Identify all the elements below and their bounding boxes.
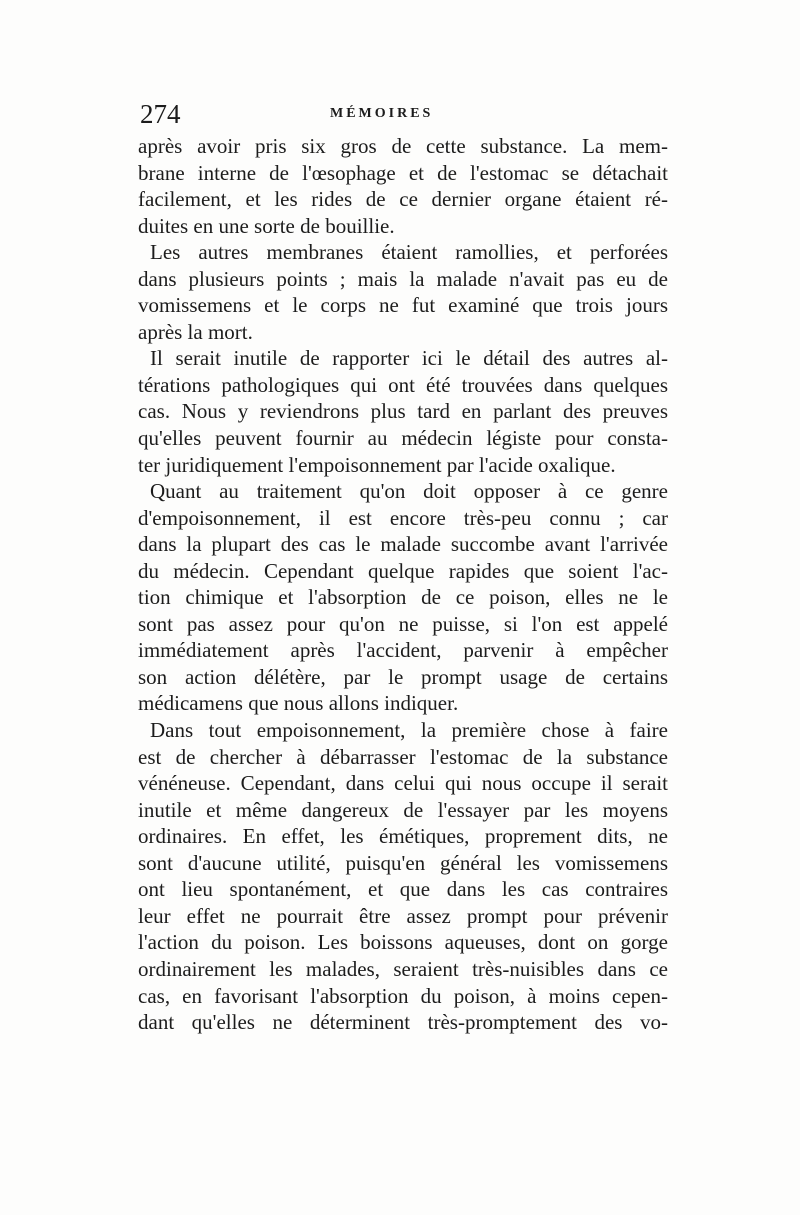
text-line: leur effet ne pourrait être assez prompt pour prévenir <box>138 903 668 928</box>
paragraph-start-line: Quant au traitement qu'on doit opposer à ce genre <box>150 479 668 504</box>
text-line: inutile et même dangereux de l'essayer par les moyens <box>138 797 668 822</box>
paragraph-start-line: Il serait inutile de rapporter ici le détail des autres al- <box>150 346 668 371</box>
text-line: ordinaires. En effet, les émétiques, proprement dits, ne <box>138 824 668 849</box>
body-text <box>138 133 668 1036</box>
text-line: facilement, et les rides de ce dernier organe étaient ré- <box>138 187 668 212</box>
text-line: du médecin. Cependant quelque rapides que soient l'ac- <box>138 558 668 583</box>
text-line: sont d'aucune utilité, puisqu'en général les vomissemens <box>138 850 668 875</box>
text-line: sont pas assez pour qu'on ne puisse, si l'on est appelé <box>138 611 668 636</box>
text-line: cas, en favorisant l'absorption du poison, à moins cepen- <box>138 983 668 1008</box>
paragraph-start-line: Les autres membranes étaient ramollies, et perforées <box>150 240 668 265</box>
text-line: dans plusieurs points ; mais la malade n'avait pas eu de <box>138 266 668 291</box>
text-line: brane interne de l'œsophage et de l'estomac se détachait <box>138 160 668 185</box>
text-line: ter juridiquement l'empoisonnement par l'acide oxalique. <box>138 452 616 477</box>
page-number: 274 <box>140 99 181 129</box>
text-line: après avoir pris six gros de cette substance. La mem- <box>138 134 668 158</box>
text-line: ordinairement les malades, seraient très-nuisibles dans ce <box>138 956 668 981</box>
text-line: dans la plupart des cas le malade succombe avant l'arrivée <box>138 532 668 557</box>
text-line: l'action du poison. Les boissons aqueuses, dont on gorge <box>138 930 668 955</box>
text-line: vénéneuse. Cependant, dans celui qui nous occupe il serait <box>138 771 668 796</box>
running-title: MÉMOIRES <box>330 106 434 121</box>
paragraph-start-line: Dans tout empoisonnement, la première chose à faire <box>150 718 668 743</box>
text-line: immédiatement après l'accident, parvenir à empêcher <box>138 638 668 663</box>
text-line: son action délétère, par le prompt usage de certains <box>138 664 668 689</box>
text-line: d'empoisonnement, il est encore très-peu connu ; car <box>138 505 668 530</box>
text-line: vomissemens et le corps ne fut examiné que trois jours <box>138 293 668 318</box>
text-line: dant qu'elles ne déterminent très-promptement des vo- <box>138 1010 668 1035</box>
text-line: est de chercher à débarrasser l'estomac de la substance <box>138 744 668 769</box>
text-line: après la mort. <box>138 319 253 344</box>
text-line: médicamens que nous allons indiquer. <box>138 691 459 716</box>
text-line: qu'elles peuvent fournir au médecin légiste pour consta- <box>138 426 668 451</box>
text-line: cas. Nous y reviendrons plus tard en parlant des preuves <box>138 399 668 424</box>
text-line: ont lieu spontanément, et que dans les cas contraires <box>138 877 668 902</box>
text-line: térations pathologiques qui ont été trouvées dans quelques <box>138 372 668 397</box>
text-line: duites en une sorte de bouillie. <box>138 213 395 238</box>
running-head <box>136 96 666 132</box>
text-line: tion chimique et l'absorption de ce poison, elles ne le <box>138 585 668 610</box>
